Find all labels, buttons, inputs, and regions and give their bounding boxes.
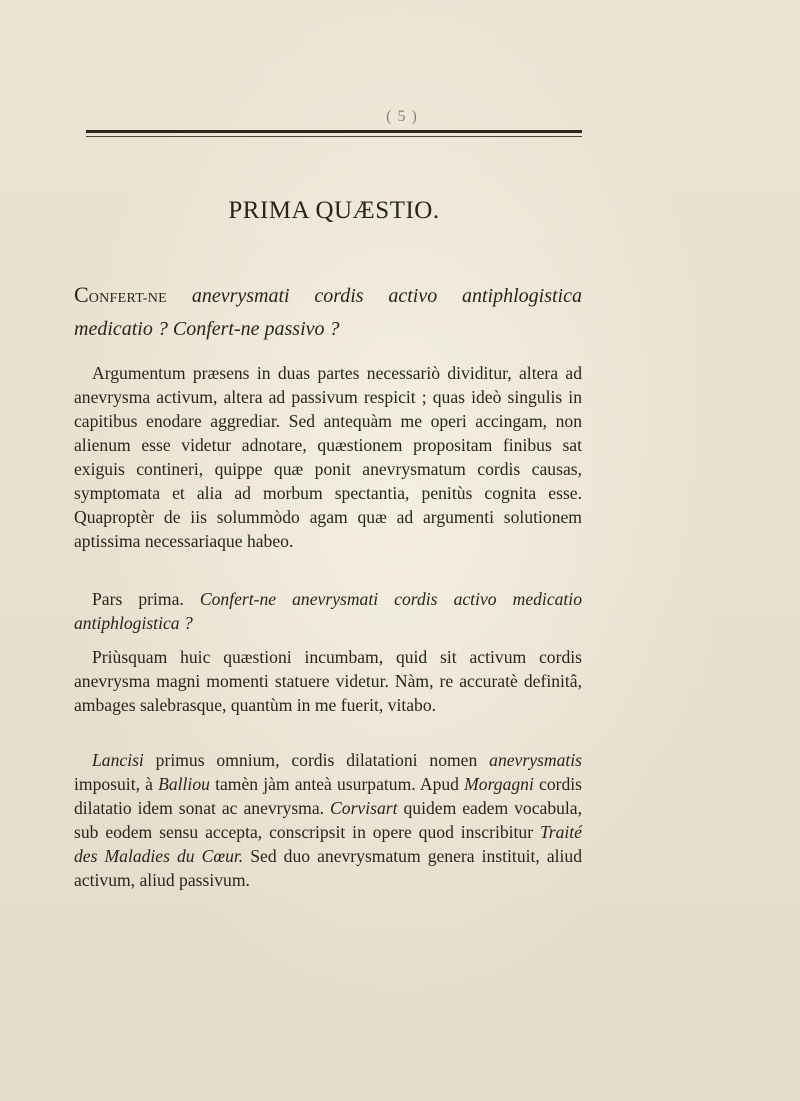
name-balliou: Balliou	[158, 774, 210, 794]
paragraph-pars-prima	[74, 587, 582, 635]
text-run: primus omnium, cordis dilatationi nomen	[143, 750, 490, 770]
question-initial: C	[74, 282, 89, 307]
header-rule-thin	[86, 136, 582, 137]
question-italic: anevrysmati cordis activo antiphlogistica medicatio ? Confert-ne passivo ?	[74, 285, 582, 340]
question-smallcaps: ONFERT-NE	[88, 291, 168, 306]
header-rule-thick	[86, 130, 582, 133]
section-heading: PRIMA QUÆSTIO.	[228, 197, 440, 224]
paragraph-4	[74, 748, 582, 892]
pars-prima-question: Confert-ne anevrysmati cordis activo medicatio antiphlogistica ?	[74, 589, 582, 633]
name-morgagni: Morgagni	[464, 774, 534, 794]
paragraph-3: Priùsquam huic quæstioni incumbam, quid sit activum cordis anevrysma magni momenti statuere videtur. Nàm, re accuratè definitâ, ambages salebrasque, quantùm in me fuerit, vitabo.	[74, 647, 582, 715]
term-anevrysmatis: anevrysmatis	[489, 750, 582, 770]
text-run: Sed duo anevrysmatum genera instituit, aliud activum, aliud passivum.	[74, 846, 583, 890]
pars-prima-lead: Pars prima.	[92, 589, 184, 609]
text-run: tamèn jàm anteà usurpatum. Apud	[209, 774, 465, 794]
question-statement	[74, 280, 582, 344]
paragraph-1: Argumentum præsens in duas partes necessariò dividitur, altera ad anevrysma activum, altera ad passivum respicit ; quas ideò singulis in capitibus enodare aggrediar. Sed antequàm me operi accingam, non alienum esse videtur adnotare, quæstionem propositam finibus sat exiguis contineri, quippe quæ ponit anevrysmatum cordis causas, symptomata et alia ad morbum spectantia, penitùs cognita esse. Quaproptèr de iis solummòdo agam quæ ad argumenti solutionem aptissima necessariaque habeo.	[74, 363, 582, 551]
text-run: imposuit, à	[74, 774, 159, 794]
book-title: Traité des Maladies du Cœur.	[74, 822, 582, 866]
text-run: quidem eadem vocabula, sub eodem sensu accepta, conscripsit in opere quod inscribitur	[74, 798, 583, 842]
name-lancisi: Lancisi	[92, 750, 144, 770]
page-number: ( 5 )	[386, 108, 418, 125]
text-run: cordis dilatatio idem sonat ac anevrysma.	[74, 774, 583, 818]
name-corvisart: Corvisart	[330, 798, 398, 818]
